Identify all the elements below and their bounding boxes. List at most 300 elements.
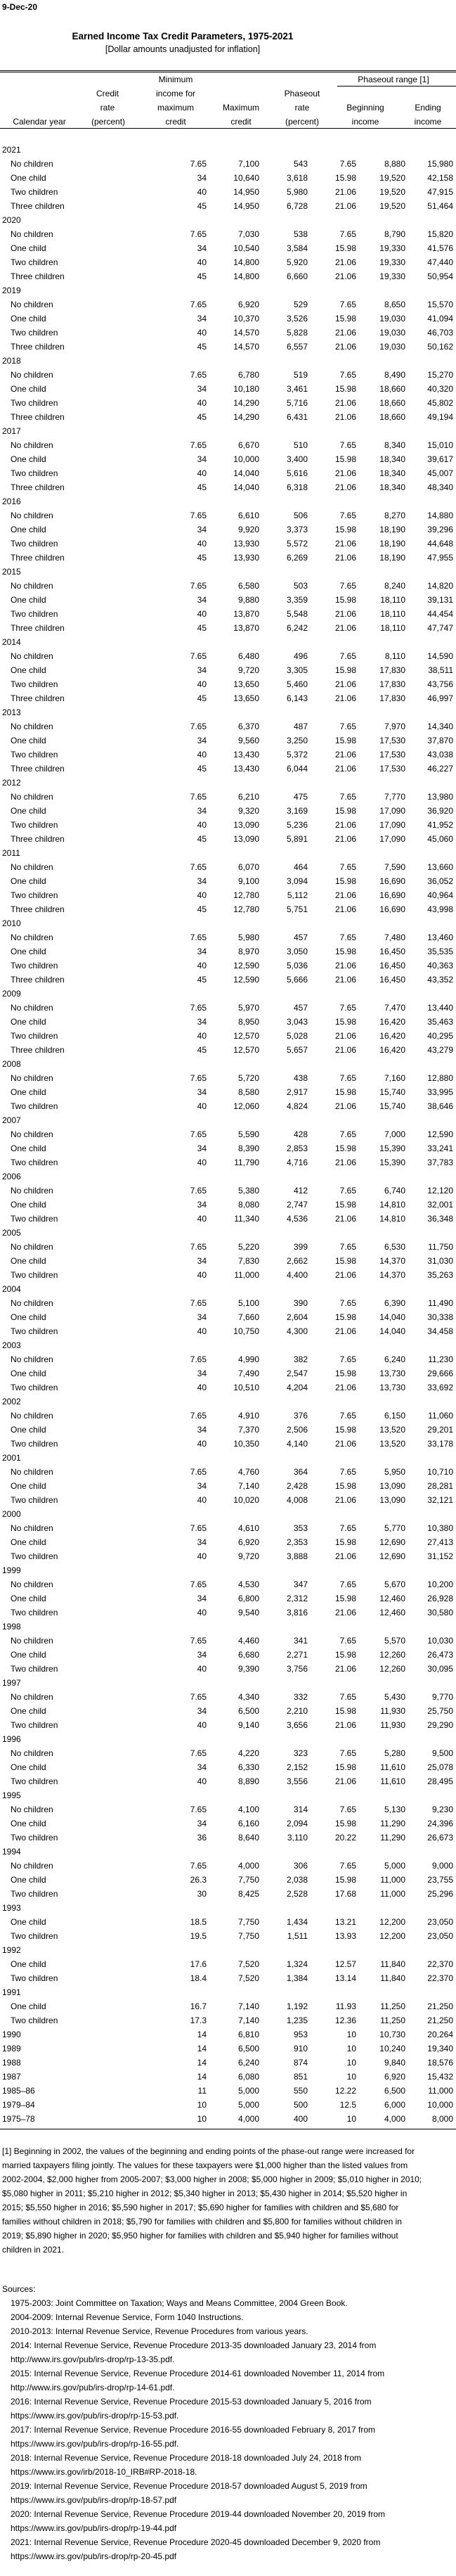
table-row [0, 762, 456, 776]
row-label: 1985–86 [2, 2086, 35, 2096]
header-phaseout-rate: Phaseout rate (percent) [284, 89, 320, 127]
cell-ending-income: 14,880 [427, 511, 453, 520]
table-row [0, 607, 456, 621]
cell-min-income: 6,070 [237, 862, 259, 872]
cell-phaseout-rate: 13.21 [334, 1917, 356, 1927]
year-group-row [0, 987, 456, 1001]
table-row [0, 1971, 456, 1985]
cell-beginning-income: 6,240 [384, 1354, 405, 1364]
cell-credit-rate: 36 [197, 1833, 207, 1843]
row-label: 2013 [2, 707, 21, 717]
cell-credit-rate: 45 [197, 693, 207, 703]
cell-min-income: 12,570 [233, 1031, 259, 1041]
cell-credit-rate: 45 [197, 623, 207, 633]
cell-ending-income: 36,348 [427, 1214, 453, 1224]
row-label: Two children [11, 257, 58, 267]
cell-credit-rate: 7.65 [190, 1692, 207, 1702]
table-row [0, 1296, 456, 1310]
cell-credit-rate: 16.7 [190, 2001, 207, 2011]
year-group-row [0, 1057, 456, 1071]
cell-ending-income: 26,673 [427, 1833, 453, 1843]
cell-phaseout-rate: 15.98 [334, 1087, 356, 1097]
table-row [0, 537, 456, 551]
cell-min-income: 6,670 [237, 440, 259, 450]
cell-max-credit: 3,094 [286, 876, 308, 886]
header-ending-income: Ending income [414, 103, 442, 127]
cell-beginning-income: 17,530 [379, 764, 405, 774]
cell-phaseout-rate: 12.22 [334, 2086, 356, 2096]
year-group-row [0, 1507, 456, 1521]
cell-phaseout-rate: 21.06 [334, 1101, 356, 1111]
cell-phaseout-rate: 21.06 [334, 271, 356, 281]
cell-ending-income: 15,432 [427, 2072, 453, 2082]
cell-phaseout-rate: 21.06 [334, 693, 356, 703]
table-row [0, 1535, 456, 1549]
cell-max-credit: 3,461 [286, 384, 308, 394]
row-label: One child [11, 665, 46, 675]
table-row [0, 719, 456, 733]
cell-beginning-income: 7,480 [384, 933, 405, 942]
cell-max-credit: 428 [293, 1129, 308, 1139]
cell-beginning-income: 18,110 [380, 609, 405, 619]
cell-phaseout-rate: 21.06 [334, 201, 356, 211]
cell-ending-income: 46,703 [427, 328, 453, 338]
cell-min-income: 5,000 [237, 2100, 259, 2110]
cell-credit-rate: 14 [197, 2072, 207, 2082]
cell-credit-rate: 34 [197, 243, 207, 253]
cell-phaseout-rate: 10 [346, 2044, 356, 2053]
cell-phaseout-rate: 15.98 [334, 1425, 356, 1435]
cell-credit-rate: 40 [197, 1214, 207, 1224]
cell-credit-rate: 7.65 [190, 1805, 207, 1814]
cell-ending-income: 15,980 [427, 159, 453, 169]
cell-phaseout-rate: 21.06 [334, 482, 356, 492]
cell-credit-rate: 7.65 [190, 792, 207, 802]
cell-phaseout-rate: 7.65 [339, 1003, 356, 1013]
cell-beginning-income: 10,240 [379, 2044, 405, 2053]
cell-ending-income: 9,770 [431, 1692, 453, 1702]
cell-credit-rate: 40 [197, 1439, 207, 1449]
cell-min-income: 4,340 [237, 1692, 259, 1702]
row-label: No children [11, 1523, 53, 1533]
cell-credit-rate: 40 [197, 1326, 207, 1336]
row-label: Two children [11, 750, 58, 760]
cell-phaseout-rate: 21.06 [334, 1439, 356, 1449]
cell-credit-rate: 40 [197, 679, 207, 689]
cell-max-credit: 510 [293, 440, 308, 450]
cell-min-income: 8,970 [237, 947, 259, 956]
cell-credit-rate: 40 [197, 1720, 207, 1730]
table-row [0, 1127, 456, 1141]
cell-max-credit: 3,556 [286, 1776, 308, 1786]
cell-credit-rate: 7.65 [190, 933, 207, 942]
row-label: 1989 [2, 2044, 21, 2053]
cell-credit-rate: 7.65 [190, 1411, 207, 1421]
cell-ending-income: 46,227 [427, 764, 453, 774]
cell-credit-rate: 7.65 [190, 1003, 207, 1013]
row-label: 1988 [2, 2058, 21, 2068]
cell-credit-rate: 7.65 [190, 1748, 207, 1758]
cell-phaseout-rate: 10 [346, 2030, 356, 2039]
cell-ending-income: 33,178 [427, 1439, 453, 1449]
cell-beginning-income: 4,000 [384, 2114, 405, 2124]
cell-beginning-income: 18,110 [380, 595, 405, 605]
cell-ending-income: 23,050 [427, 1931, 453, 1941]
cell-max-credit: 4,400 [286, 1270, 308, 1280]
cell-min-income: 14,040 [233, 482, 259, 492]
cell-ending-income: 21,250 [427, 2016, 453, 2025]
cell-credit-rate: 40 [197, 1551, 207, 1561]
cell-phaseout-rate: 13.93 [334, 1931, 356, 1941]
cell-max-credit: 1,324 [286, 1959, 308, 1969]
year-group-row [0, 916, 456, 930]
cell-min-income: 5,100 [237, 1298, 259, 1308]
row-label: One child [11, 384, 46, 394]
cell-credit-rate: 34 [197, 525, 207, 534]
cell-credit-rate: 34 [197, 1312, 207, 1322]
cell-credit-rate: 30 [197, 1889, 207, 1899]
cell-max-credit: 5,751 [286, 904, 308, 914]
row-label: One child [11, 1537, 46, 1547]
cell-credit-rate: 7.65 [190, 1242, 207, 1252]
row-label: No children [11, 300, 53, 309]
year-group-row [0, 635, 456, 649]
table-row [0, 930, 456, 944]
row-label: Two children [11, 1101, 58, 1111]
cell-credit-rate: 7.65 [190, 511, 207, 520]
cell-min-income: 10,510 [233, 1383, 259, 1392]
row-label: 1997 [2, 1678, 21, 1688]
cell-credit-rate: 14 [197, 2030, 207, 2039]
cell-credit-rate: 26.3 [190, 1875, 207, 1885]
cell-beginning-income: 12,260 [379, 1650, 405, 1660]
cell-max-credit: 3,043 [286, 1017, 308, 1027]
cell-max-credit: 6,318 [286, 482, 308, 492]
table-row [0, 1071, 456, 1085]
table-row [0, 1366, 456, 1380]
cell-max-credit: 2,604 [286, 1312, 308, 1322]
cell-phaseout-rate: 7.65 [339, 300, 356, 309]
cell-max-credit: 5,572 [286, 539, 308, 549]
cell-max-credit: 4,536 [286, 1214, 308, 1224]
table-row [0, 888, 456, 902]
table-row [0, 368, 456, 382]
cell-credit-rate: 7.65 [190, 1636, 207, 1646]
cell-ending-income: 37,783 [427, 1158, 453, 1167]
row-label: No children [11, 1636, 53, 1646]
row-label: 2016 [2, 496, 21, 506]
cell-min-income: 5,980 [237, 933, 259, 942]
cell-ending-income: 31,152 [427, 1551, 453, 1561]
row-label: No children [11, 511, 53, 520]
table-title: Earned Income Tax Credit Parameters, 1975-2021 [72, 31, 294, 41]
cell-beginning-income: 16,450 [379, 975, 405, 985]
cell-phaseout-rate: 21.06 [334, 975, 356, 985]
cell-beginning-income: 18,190 [379, 539, 405, 549]
cell-phaseout-rate: 10 [346, 2114, 356, 2124]
cell-max-credit: 1,235 [286, 2016, 308, 2025]
table-row [0, 1380, 456, 1395]
row-label: Three children [11, 412, 65, 422]
cell-beginning-income: 8,790 [384, 229, 405, 239]
cell-phaseout-rate: 7.65 [339, 651, 356, 661]
cell-ending-income: 8,000 [431, 2114, 453, 2124]
cell-max-credit: 487 [293, 722, 308, 731]
cell-ending-income: 38,646 [427, 1101, 453, 1111]
cell-credit-rate: 7.65 [190, 1129, 207, 1139]
cell-phaseout-rate: 10 [346, 2058, 356, 2068]
cell-beginning-income: 7,470 [384, 1003, 405, 1013]
cell-ending-income: 45,802 [427, 398, 453, 408]
row-label: 2015 [2, 567, 21, 577]
cell-min-income: 10,370 [233, 314, 259, 323]
cell-credit-rate: 40 [197, 187, 207, 197]
cell-max-credit: 506 [293, 511, 308, 520]
cell-ending-income: 12,880 [427, 1073, 453, 1083]
cell-phaseout-rate: 7.65 [339, 1073, 356, 1083]
cell-ending-income: 34,458 [427, 1326, 453, 1336]
cell-beginning-income: 18,110 [380, 623, 405, 633]
table-row [0, 297, 456, 312]
cell-min-income: 14,800 [233, 271, 259, 281]
cell-max-credit: 2,210 [286, 1706, 308, 1716]
cell-credit-rate: 34 [197, 1594, 207, 1603]
cell-phaseout-rate: 15.98 [334, 1369, 356, 1378]
cell-credit-rate: 40 [197, 609, 207, 619]
cell-min-income: 14,950 [233, 187, 259, 197]
row-label: Two children [11, 890, 58, 900]
cell-phaseout-rate: 21.06 [334, 750, 356, 760]
cell-max-credit: 3,169 [286, 806, 308, 816]
table-row [0, 874, 456, 888]
table-row [0, 1423, 456, 1437]
cell-phaseout-rate: 15.98 [334, 1650, 356, 1660]
cell-phaseout-rate: 21.06 [334, 342, 356, 352]
cell-ending-income: 32,121 [427, 1495, 453, 1505]
cell-phaseout-rate: 7.65 [339, 1805, 356, 1814]
source-item: 2004-2009: Internal Revenue Service, Form 1040 Instructions. [11, 2312, 244, 2322]
cell-credit-rate: 7.65 [190, 862, 207, 872]
cell-beginning-income: 8,340 [384, 440, 405, 450]
year-group-row [0, 1282, 456, 1296]
cell-max-credit: 5,657 [286, 1045, 308, 1055]
row-label: Two children [11, 1158, 58, 1167]
table-row [0, 410, 456, 424]
cell-credit-rate: 34 [197, 876, 207, 886]
cell-ending-income: 13,660 [427, 862, 453, 872]
cell-ending-income: 50,954 [427, 271, 453, 281]
row-label: 1987 [2, 2072, 21, 2082]
table-row [0, 1718, 456, 1732]
cell-min-income: 4,530 [237, 1579, 259, 1589]
cell-ending-income: 47,747 [427, 623, 453, 633]
cell-credit-rate: 45 [197, 412, 207, 422]
cell-min-income: 13,650 [233, 693, 259, 703]
cell-beginning-income: 8,110 [384, 651, 405, 661]
cell-beginning-income: 15,390 [379, 1143, 405, 1153]
cell-ending-income: 13,460 [427, 933, 453, 942]
cell-credit-rate: 7.65 [190, 229, 207, 239]
cell-max-credit: 5,036 [286, 961, 308, 970]
table-row [0, 790, 456, 804]
cell-min-income: 10,000 [233, 454, 259, 464]
cell-phaseout-rate: 11.93 [335, 2001, 356, 2011]
cell-min-income: 9,140 [237, 1720, 259, 1730]
cell-min-income: 6,480 [237, 651, 259, 661]
cell-ending-income: 25,078 [427, 1762, 453, 1772]
cell-ending-income: 51,464 [427, 201, 453, 211]
cell-max-credit: 3,110 [287, 1833, 308, 1843]
table-row [0, 1816, 456, 1831]
cell-beginning-income: 6,500 [384, 2086, 405, 2096]
row-label: No children [11, 1861, 53, 1871]
year-group-row [0, 1395, 456, 1409]
table-row [0, 748, 456, 762]
cell-credit-rate: 40 [197, 1158, 207, 1167]
row-label: Two children [11, 1931, 58, 1941]
cell-phaseout-rate: 15.98 [334, 1537, 356, 1547]
cell-min-income: 12,590 [233, 975, 259, 985]
cell-phaseout-rate: 21.06 [334, 398, 356, 408]
cell-phaseout-rate: 15.98 [334, 384, 356, 394]
cell-beginning-income: 5,000 [384, 1861, 405, 1871]
cell-min-income: 6,370 [237, 722, 259, 731]
cell-max-credit: 6,557 [286, 342, 308, 352]
cell-beginning-income: 9,840 [384, 2058, 405, 2068]
year-group-row [0, 213, 456, 227]
cell-min-income: 13,870 [233, 609, 259, 619]
row-label: No children [11, 1354, 53, 1364]
cell-ending-income: 9,500 [431, 1748, 453, 1758]
cell-ending-income: 38,511 [428, 665, 453, 675]
cell-min-income: 5,970 [237, 1003, 259, 1013]
cell-min-income: 7,830 [237, 1256, 259, 1266]
row-label: One child [11, 1917, 46, 1927]
cell-credit-rate: 34 [197, 1369, 207, 1378]
cell-min-income: 13,430 [233, 750, 259, 760]
row-label: One child [11, 1017, 46, 1027]
cell-beginning-income: 11,290 [380, 1833, 405, 1843]
cell-max-credit: 5,980 [286, 187, 308, 197]
cell-phaseout-rate: 7.65 [339, 440, 356, 450]
cell-ending-income: 29,666 [427, 1369, 453, 1378]
cell-max-credit: 6,431 [286, 412, 308, 422]
table-row [0, 959, 456, 973]
cell-min-income: 6,920 [237, 300, 259, 309]
cell-max-credit: 353 [293, 1523, 308, 1533]
cell-min-income: 9,390 [237, 1664, 259, 1674]
cell-min-income: 6,500 [237, 1706, 259, 1716]
year-group-row [0, 846, 456, 860]
cell-max-credit: 5,716 [286, 398, 308, 408]
cell-ending-income: 35,535 [427, 947, 453, 956]
cell-ending-income: 15,270 [427, 370, 453, 380]
cell-phaseout-rate: 21.06 [334, 1031, 356, 1041]
row-label: One child [11, 454, 46, 464]
cell-phaseout-rate: 7.65 [339, 511, 356, 520]
row-label: One child [11, 1143, 46, 1153]
cell-max-credit: 5,372 [286, 750, 308, 760]
cell-credit-rate: 34 [197, 595, 207, 605]
cell-ending-income: 42,158 [427, 173, 453, 183]
cell-min-income: 12,590 [233, 961, 259, 970]
cell-phaseout-rate: 7.65 [339, 370, 356, 380]
cell-ending-income: 33,241 [427, 1143, 453, 1153]
cell-phaseout-rate: 21.06 [334, 1551, 356, 1561]
cell-ending-income: 10,200 [427, 1579, 453, 1589]
cell-ending-income: 40,363 [427, 961, 453, 970]
cell-beginning-income: 11,250 [380, 2016, 405, 2025]
cell-max-credit: 2,853 [286, 1143, 308, 1153]
cell-min-income: 13,870 [233, 623, 259, 633]
cell-phaseout-rate: 21.06 [334, 1664, 356, 1674]
cell-beginning-income: 12,200 [379, 1917, 405, 1927]
table-row [0, 2098, 456, 2112]
cell-beginning-income: 13,090 [379, 1495, 405, 1505]
table-row [0, 2027, 456, 2042]
row-label: One child [11, 1256, 46, 1266]
cell-beginning-income: 15,390 [379, 1158, 405, 1167]
year-group-row [0, 1985, 456, 1999]
cell-max-credit: 2,547 [286, 1369, 308, 1378]
cell-phaseout-rate: 21.06 [334, 468, 356, 478]
cell-ending-income: 14,340 [427, 722, 453, 731]
cell-ending-income: 45,060 [427, 834, 453, 844]
cell-beginning-income: 16,690 [379, 904, 405, 914]
cell-phaseout-rate: 21.06 [334, 609, 356, 619]
table-row [0, 241, 456, 255]
cell-max-credit: 2,094 [286, 1819, 308, 1828]
cell-beginning-income: 8,650 [384, 300, 405, 309]
table-row [0, 171, 456, 185]
row-label: Two children [11, 1608, 58, 1617]
cell-ending-income: 43,279 [427, 1045, 453, 1055]
cell-max-credit: 2,506 [286, 1425, 308, 1435]
cell-ending-income: 35,463 [427, 1017, 453, 1027]
cell-credit-rate: 7.65 [190, 1579, 207, 1589]
cell-ending-income: 48,340 [427, 482, 453, 492]
cell-max-credit: 5,828 [286, 328, 308, 338]
cell-credit-rate: 34 [197, 173, 207, 183]
cell-max-credit: 306 [293, 1861, 308, 1871]
cell-ending-income: 11,230 [428, 1354, 453, 1364]
cell-credit-rate: 40 [197, 820, 207, 830]
header-credit-rate: Credit rate (percent) [91, 89, 126, 127]
cell-ending-income: 21,250 [427, 2001, 453, 2011]
source-item: 2018: Internal Revenue Service, Revenue Procedure 2018-18 downloaded July 24, 2018 from https://www.irs.gov/irb/2018-10_IRB#RP-2018-18. [11, 2453, 361, 2477]
cell-beginning-income: 18,660 [379, 412, 405, 422]
cell-phaseout-rate: 7.65 [339, 1579, 356, 1589]
table-row [0, 1690, 456, 1704]
cell-beginning-income: 14,810 [379, 1200, 405, 1210]
row-label: Three children [11, 693, 65, 703]
row-label: 2020 [2, 215, 21, 225]
cell-min-income: 8,950 [237, 1017, 259, 1027]
row-label: Three children [11, 482, 65, 492]
cell-max-credit: 2,038 [286, 1875, 308, 1885]
row-label: One child [11, 1594, 46, 1603]
cell-max-credit: 503 [293, 581, 308, 591]
row-label: No children [11, 229, 53, 239]
row-label: 1999 [2, 1565, 21, 1575]
row-label: 1975–78 [2, 2114, 35, 2124]
cell-phaseout-rate: 15.98 [334, 454, 356, 464]
cell-ending-income: 49,194 [427, 412, 453, 422]
table-row [0, 1887, 456, 1901]
cell-phaseout-rate: 21.06 [334, 1270, 356, 1280]
cell-min-income: 7,370 [237, 1425, 259, 1435]
source-item: 2010-2013: Internal Revenue Service, Revenue Procedures from various years. [11, 2326, 308, 2336]
